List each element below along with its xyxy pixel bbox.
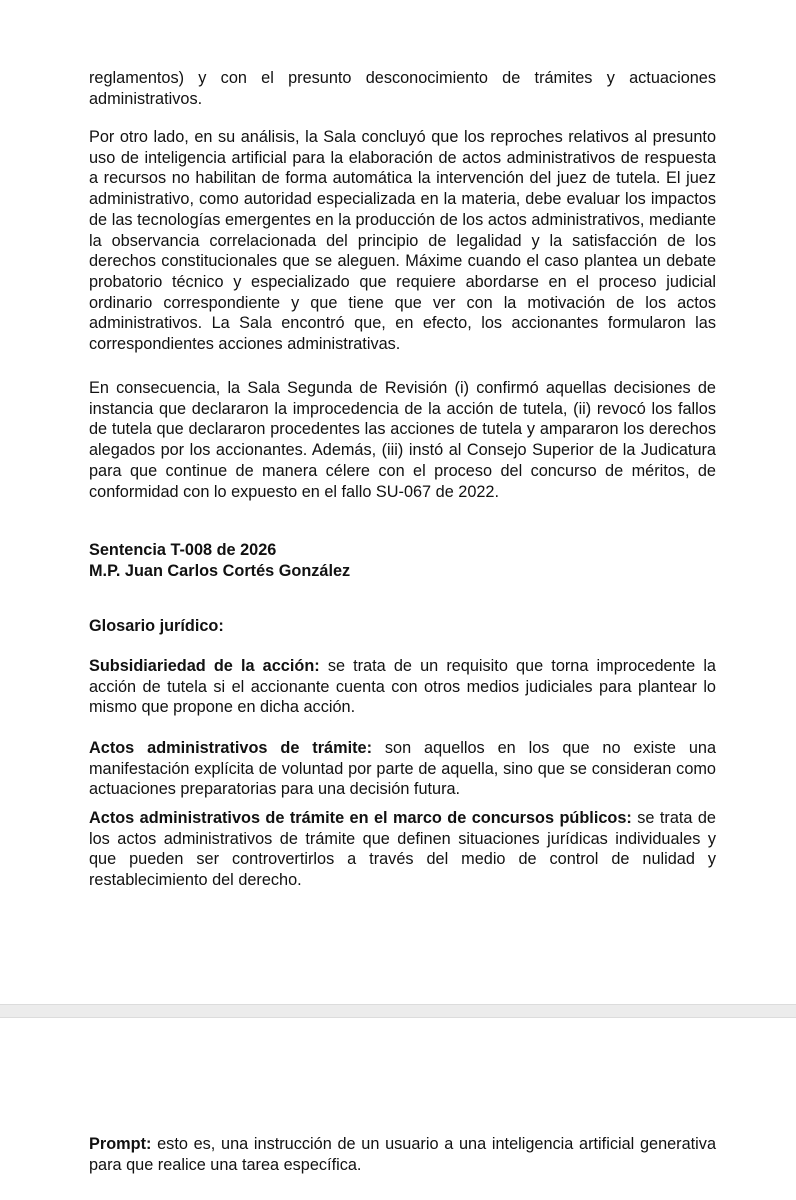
paragraph-1 bbox=[89, 68, 716, 109]
glossary-entry bbox=[89, 1134, 716, 1175]
glossary-entry bbox=[89, 738, 716, 800]
glossary-definition: esto es, una instrucción de un usuario a una inteligencia artificial generativa para que realice una tarea específica. bbox=[89, 1135, 716, 1174]
paragraph-2 bbox=[89, 127, 716, 355]
sentence-title: Sentencia T-008 de 2026 bbox=[89, 541, 277, 559]
glossary-entry bbox=[89, 656, 716, 718]
glossary-definition: se trata de los actos administrativos de trámite que definen situaciones jurídicas individuales y que pueden ser controvertirlos a través del medio de control de nulidad y restablecimiento del derecho. bbox=[89, 809, 716, 890]
glossary-term: Actos administrativos de trámite: bbox=[89, 739, 372, 757]
glossary-definition: son aquellos en los que no existe una manifestación explícita de voluntad por parte de aquella, sino que se consideran como actuaciones preparatorias para una decisión futura. bbox=[89, 739, 717, 799]
paragraph-3-text: En consecuencia, la Sala Segunda de Revisión (i) confirmó aquellas decisiones de instancia que declararon la improcedencia de la acción de tutela, (ii) revocó los fallos de tutela que declararon procedentes las acciones de tutela y ampararon los derechos alegados por los accionantes. Además, (iii) instó al Consejo Superior de la Judicatura para que continue de manera célere con el proceso del concurso de méritos, de conformidad con lo expuesto en el fallo SU-067 de 2022. bbox=[89, 379, 716, 501]
glossary-term: Prompt: bbox=[89, 1135, 152, 1153]
page-separator bbox=[0, 1004, 796, 1018]
paragraph-3 bbox=[89, 378, 716, 502]
sentence-magistrate: M.P. Juan Carlos Cortés González bbox=[89, 561, 351, 580]
glossary-term: Actos administrativos de trámite en el marco de concursos públicos: bbox=[89, 809, 632, 827]
glossary-definition: se trata de un requisito que torna improcedente la acción de tutela si el accionante cuenta con otros medios judiciales para plantear lo mismo que propone en dicha acción. bbox=[89, 657, 716, 717]
paragraph-2-text: Por otro lado, en su análisis, la Sala concluyó que los reproches relativos al presunto uso de inteligencia artificial para la elaboración de actos administrativos de respuesta a recursos no habilitan de forma automática la intervención del juez de tutela. El juez administrativo, como autoridad especializada en la materia, debe evaluar los impactos de las tecnologías emergentes en la producción de los actos administrativos, mediante la observancia correlacionada del principio de legalidad y la satisfacción de los derechos constitucionales que se aleguen. Máxime cuando el caso plantea un debate probatorio técnico y especializado que requiere abordarse en el proceso judicial ordinario correspondiente y que tiene que ver con la motivación de los actos administrativos. La Sala encontró que, en efecto, los accionantes formularon las correspondientes acciones administrativas. bbox=[89, 128, 716, 354]
next-page bbox=[0, 1018, 796, 1200]
sentence-header bbox=[89, 540, 716, 581]
glossary-term: Subsidiariedad de la acción: bbox=[89, 657, 320, 675]
paragraph-1-text: reglamentos) y con el presunto desconocimiento de trámites y actuaciones administrativos. bbox=[89, 69, 716, 108]
glossary-heading-text: Glosario jurídico: bbox=[89, 617, 224, 635]
glossary-entry bbox=[89, 808, 716, 891]
glossary-heading bbox=[89, 616, 716, 637]
